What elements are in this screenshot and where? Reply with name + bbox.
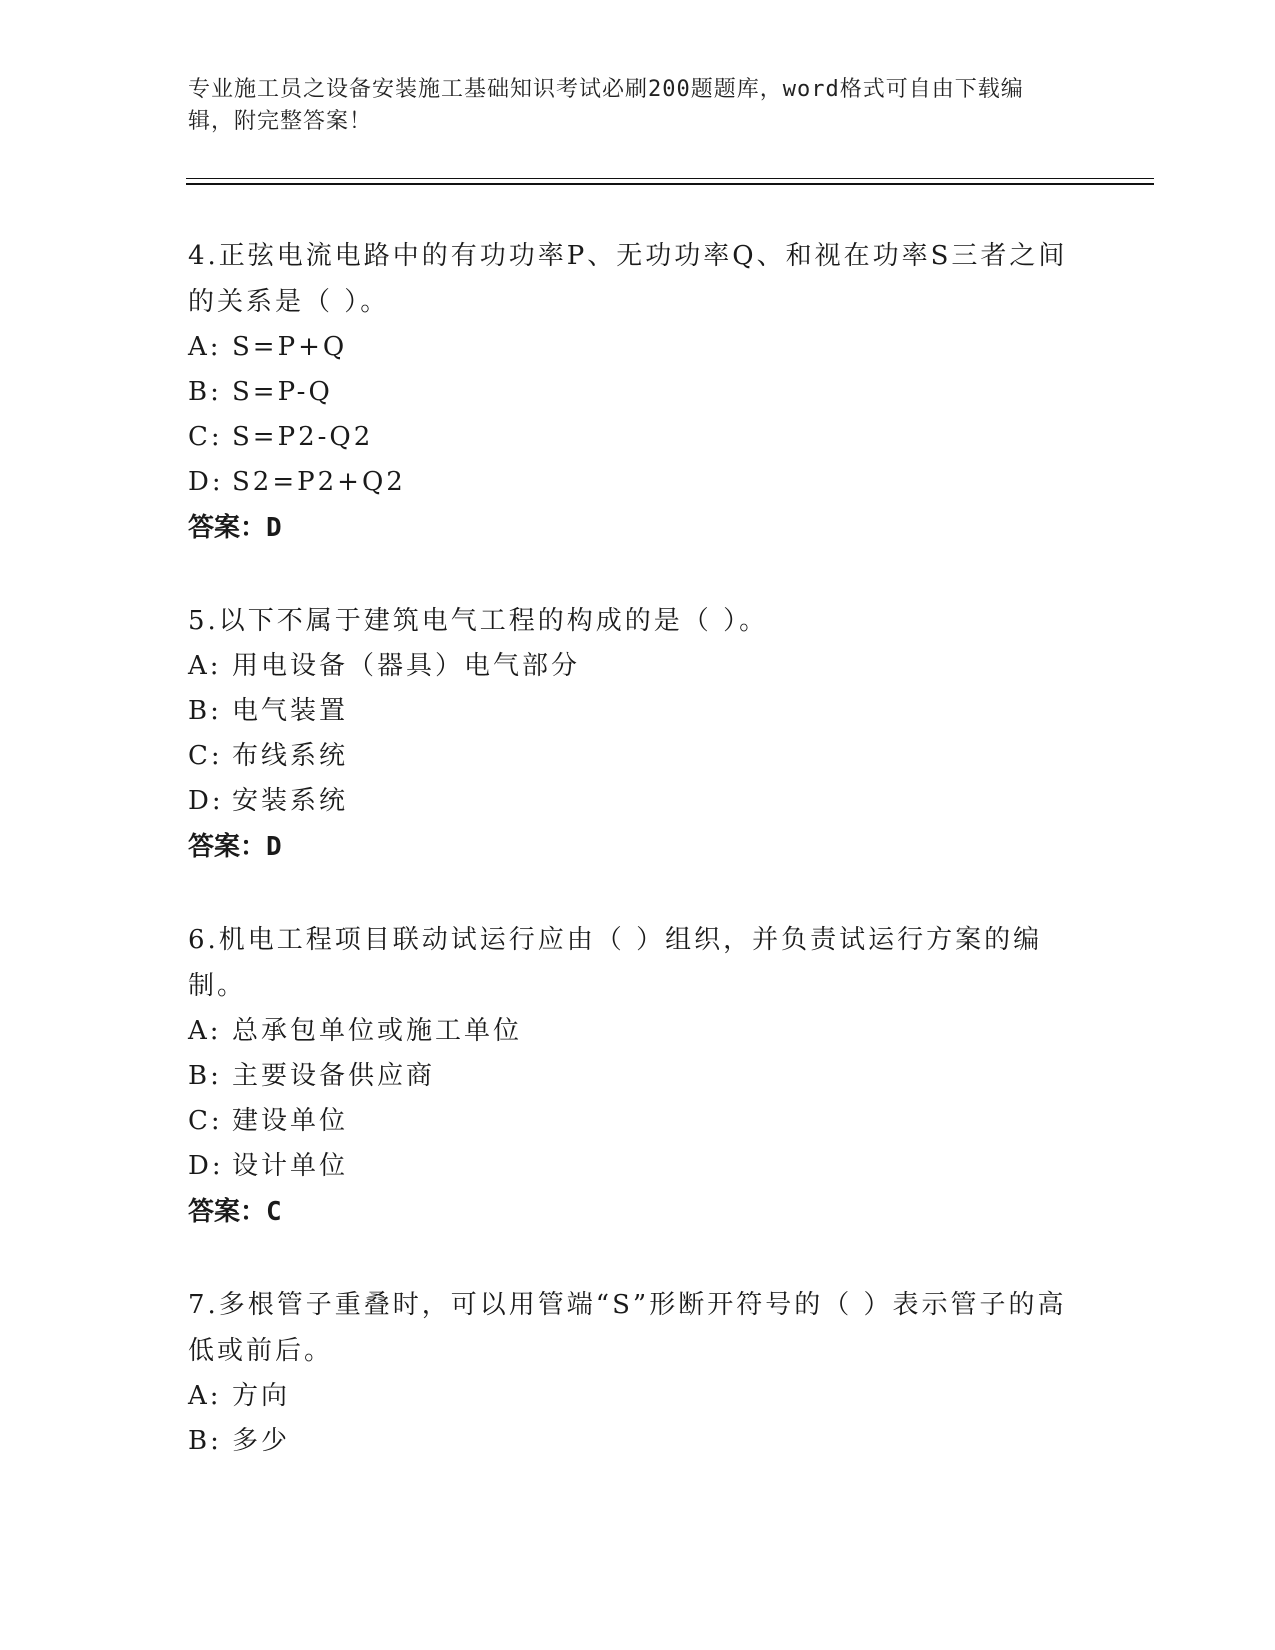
option-letter: C: <box>188 422 223 452</box>
option-text: 用电设备（器具）电气部分 <box>232 651 581 681</box>
option-text: 建设单位 <box>232 1106 349 1136</box>
question-4 <box>188 233 1088 551</box>
option-letter: B: <box>188 1426 222 1456</box>
option-text: 电气装置 <box>232 696 349 726</box>
option-text: 总承包单位或施工单位 <box>232 1016 523 1046</box>
option-text: 方向 <box>232 1381 291 1411</box>
option-letter: D: <box>188 786 224 816</box>
option-letter: B: <box>188 1061 222 1091</box>
option-text: S=P2-Q2 <box>232 422 374 452</box>
option-text: 主要设备供应商 <box>232 1061 436 1091</box>
option-text: 布线系统 <box>232 741 349 771</box>
option-b <box>188 689 1088 734</box>
option-letter: A: <box>188 1016 222 1046</box>
option-letter: C: <box>188 741 223 771</box>
option-d <box>188 460 1088 505</box>
answer: 答案：C <box>188 1197 282 1227</box>
option-d <box>188 779 1088 824</box>
option-letter: D: <box>188 1151 224 1181</box>
option-b <box>188 370 1088 415</box>
option-text: S=P-Q <box>232 377 333 407</box>
option-a <box>188 1009 1088 1054</box>
option-text: 安装系统 <box>232 786 349 816</box>
option-b <box>188 1419 1088 1464</box>
option-text: S=P+Q <box>232 332 348 362</box>
question-list <box>188 233 1088 1511</box>
option-letter: A: <box>188 1381 222 1411</box>
header-divider-thin <box>186 178 1154 179</box>
question-text: 5.以下不属于建筑电气工程的构成的是（ ）。 <box>188 606 769 636</box>
option-letter: C: <box>188 1106 223 1136</box>
question-5 <box>188 598 1088 870</box>
option-letter: A: <box>188 332 222 362</box>
option-a <box>188 644 1088 689</box>
option-a <box>188 325 1088 370</box>
option-letter: B: <box>188 696 222 726</box>
question-text: 7.多根管子重叠时，可以用管端“S”形断开符号的（ ）表示管子的高低或前后。 <box>188 1290 1067 1366</box>
option-letter: A: <box>188 651 222 681</box>
option-text: S2=P2+Q2 <box>232 467 406 497</box>
option-a <box>188 1374 1088 1419</box>
document-header: 专业施工员之设备安装施工基础知识考试必刷200题题库，word格式可自由下载编辑，附完整答案！ <box>188 77 1024 134</box>
option-letter: B: <box>188 377 222 407</box>
option-b <box>188 1054 1088 1099</box>
header-divider-thick <box>186 183 1154 185</box>
option-c <box>188 415 1088 460</box>
answer: 答案：D <box>188 832 282 862</box>
question-7 <box>188 1282 1088 1464</box>
option-c <box>188 734 1088 779</box>
option-d <box>188 1144 1088 1189</box>
option-text: 多少 <box>232 1426 291 1456</box>
question-text: 6.机电工程项目联动试运行应由（ ）组织，并负责试运行方案的编制。 <box>188 925 1043 1001</box>
option-letter: D: <box>188 467 224 497</box>
option-c <box>188 1099 1088 1144</box>
question-text: 4.正弦电流电路中的有功功率P、无功功率Q、和视在功率S三者之间的关系是（ ）。 <box>188 241 1068 317</box>
answer: 答案：D <box>188 513 282 543</box>
question-6 <box>188 917 1088 1235</box>
option-text: 设计单位 <box>232 1151 349 1181</box>
